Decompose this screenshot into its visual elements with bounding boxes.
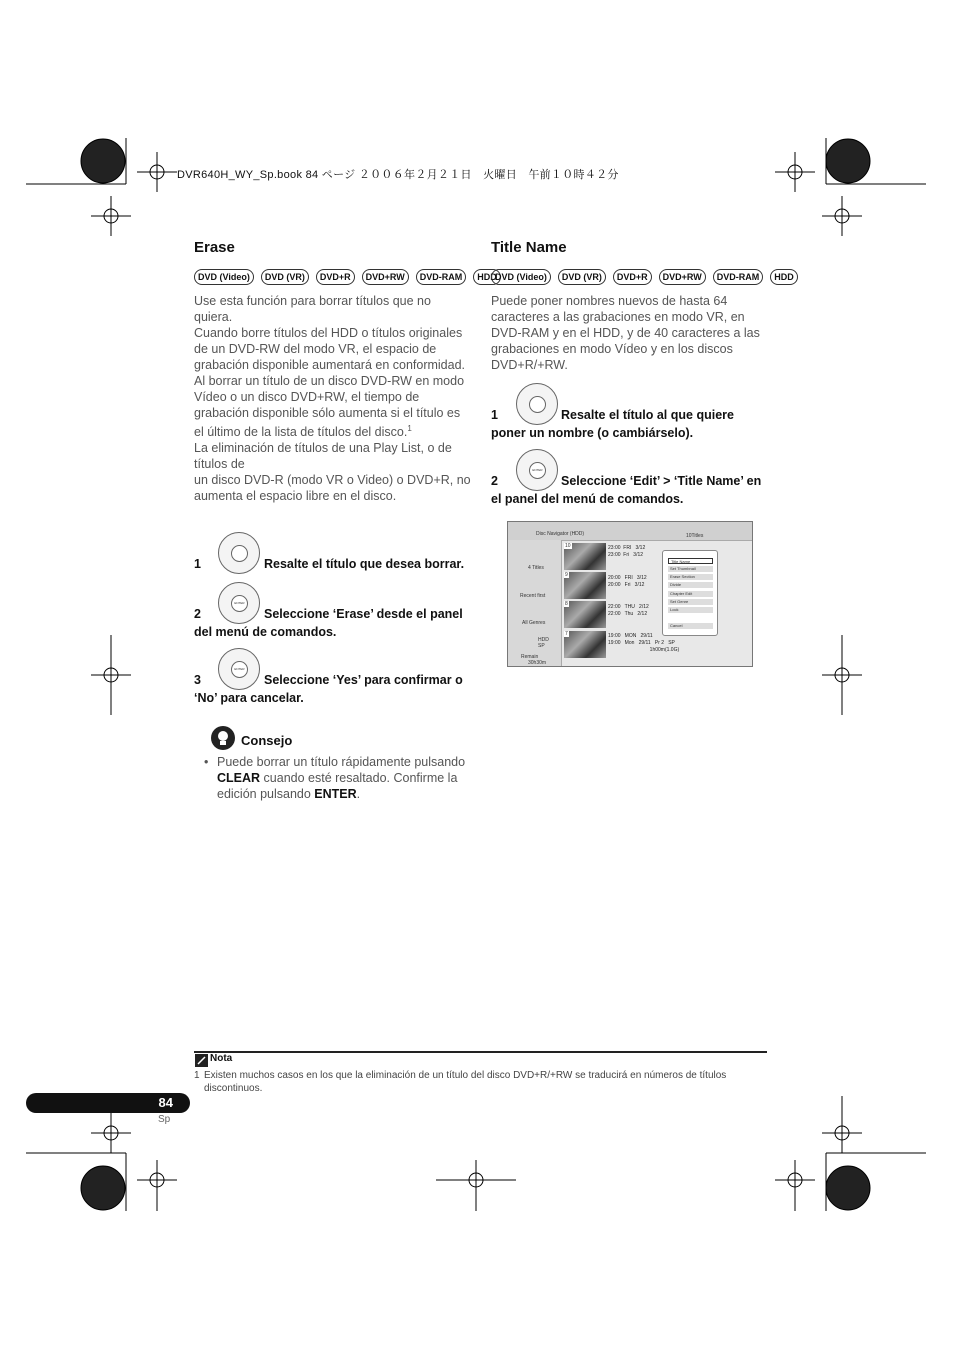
- menu-item-title-name[interactable]: Title Name: [668, 558, 713, 564]
- badge-dvd-plus-rw: DVD+RW: [659, 269, 706, 285]
- footnote-text: Existen muchos casos en los que la eliminación de un título del disco DVD+R/+RW se traducirá en números de títulos discontinuos.: [204, 1070, 727, 1094]
- title-row: 22:00 THU 2/12 22:00 Thu 2/12: [608, 604, 649, 617]
- step-text: Seleccione ‘Yes’ para confirmar o ‘No’ para cancelar.: [194, 673, 463, 705]
- navigator-side-panel: [508, 540, 562, 666]
- language-code: Sp: [158, 1114, 171, 1125]
- erase-paragraph: [194, 325, 472, 440]
- screen-header: [508, 522, 752, 541]
- erase-step-1: [194, 555, 474, 573]
- menu-item[interactable]: Set Thumbnail: [668, 566, 713, 572]
- note-label: Nota: [210, 1053, 233, 1064]
- tip-text-part: .: [356, 787, 361, 801]
- menu-item[interactable]: Chapter Edit: [668, 591, 713, 597]
- tip-title: Consejo: [241, 733, 293, 748]
- step-number: 1: [491, 408, 498, 422]
- menu-item[interactable]: Divide: [668, 582, 713, 588]
- tip-text-part: Puede borrar un título rápidamente pulsando: [217, 755, 466, 769]
- enter-button-icon: ENTER: [231, 661, 248, 678]
- clear-key-label: CLEAR: [217, 771, 261, 785]
- badge-dvd-vr: DVD (VR): [261, 269, 309, 285]
- tip-text: [217, 754, 468, 802]
- menu-item[interactable]: Erase Section: [668, 574, 713, 580]
- erase-paragraph: La eliminación de títulos de una Play List, o de títulos de: [194, 441, 452, 472]
- tip-text-part: cuando esté resaltado. Confirme la edición pulsando: [217, 771, 458, 801]
- badge-dvd-ram: DVD-RAM: [713, 269, 764, 285]
- bullet: •: [204, 755, 209, 769]
- badge-dvd-vr: DVD (VR): [558, 269, 606, 285]
- print-header: DVR640H_WY_Sp.book 84 ページ ２００６年２月２１日 火曜日 午前１０時４２分: [177, 169, 619, 181]
- title-row: 23:00 FRI 3/12 23:00 Fri 3/12: [608, 545, 646, 558]
- footnote-divider: [194, 1051, 767, 1053]
- title-row: 20:00 FRI 3/12 20:00 Fri 3/12: [608, 575, 647, 588]
- title-number: 10: [565, 543, 571, 549]
- badge-dvd-plus-r: DVD+R: [316, 269, 355, 285]
- hdd-label: HDD: [538, 637, 549, 643]
- badge-dvd-video: DVD (Video): [491, 269, 551, 285]
- title-thumbnail: [564, 631, 606, 658]
- menu-item[interactable]: Set Genre: [668, 599, 713, 605]
- footnote-number: 1: [194, 1070, 200, 1081]
- note-pencil-icon: [195, 1054, 208, 1067]
- step-text: Resalte el título al que quiere poner un nombre (o cambiárselo).: [491, 408, 734, 440]
- mode-label: SP: [538, 643, 545, 649]
- badge-hdd: HDD: [770, 269, 798, 285]
- page-number: 84: [158, 1095, 173, 1110]
- screen-header-label: Disc Navigator (HDD): [536, 531, 585, 537]
- badge-dvd-plus-rw: DVD+RW: [362, 269, 409, 285]
- step-number: 2: [491, 474, 498, 488]
- command-menu: [662, 550, 718, 636]
- title-name-title: Title Name: [491, 239, 567, 256]
- badge-hdd: HDD: [473, 269, 501, 285]
- lightbulb-icon: [210, 725, 236, 751]
- menu-item[interactable]: Cancel: [668, 623, 713, 629]
- badge-dvd-video: DVD (Video): [194, 269, 254, 285]
- side-item: All Genres: [522, 620, 546, 626]
- erase-step-3: [194, 671, 474, 707]
- side-item: Recent first: [520, 593, 546, 599]
- enter-button-icon: ENTER: [231, 595, 248, 612]
- step-number: 1: [194, 557, 201, 571]
- title-thumbnail: [564, 601, 606, 628]
- erase-paragraph: Use esta función para borrar títulos que no quiera.: [194, 294, 431, 324]
- badge-dvd-ram: DVD-RAM: [416, 269, 467, 285]
- disc-navigator-screen: [507, 521, 753, 667]
- badge-dvd-plus-r: DVD+R: [613, 269, 652, 285]
- title-count: 10Titles: [686, 533, 704, 539]
- erase-step-2: [194, 605, 474, 641]
- page-number-tab: [26, 1093, 190, 1113]
- footnote: [194, 1069, 764, 1095]
- title-number: 9: [565, 572, 568, 578]
- footnote-reference: 1: [407, 424, 412, 433]
- title-number: 8: [565, 601, 568, 607]
- enter-button-icon: ENTER: [529, 462, 546, 479]
- title-row: 19:00 MON 29/11 19:00 Mon 29/11 Pr 2 SP 1h00m(1.0G): [608, 633, 680, 653]
- title-name-description: Puede poner nombres nuevos de hasta 64 caracteres a las grabaciones en modo VR, en DVD-RAM y en el HDD, y de 40 caracteres a las grabaciones en modo Vídeo y en los discos DVD+R/+RW.: [491, 294, 760, 372]
- remain-value: 30h30m: [528, 660, 547, 666]
- remain-label: Remain: [521, 654, 539, 660]
- title-name-disc-badges: [491, 269, 798, 285]
- step-number: 3: [194, 673, 201, 687]
- erase-paragraph: un disco DVD-R (modo VR o Video) o DVD+R, no aumenta el espacio libre en el disco.: [194, 473, 471, 504]
- step-text: Seleccione ‘Erase’ desde el panel del menú de comandos.: [194, 607, 463, 639]
- side-item: 4 Titles: [528, 565, 544, 571]
- erase-description: [194, 293, 472, 504]
- title-name-step-2: [491, 472, 767, 508]
- erase-title: Erase: [194, 239, 235, 256]
- enter-key-label: ENTER: [314, 787, 357, 801]
- title-number: 7: [565, 631, 568, 637]
- tip-body: [204, 754, 468, 802]
- title-name-step-1: [491, 406, 767, 442]
- step-number: 2: [194, 607, 201, 621]
- step-text: Seleccione ‘Edit’ > ‘Title Name’ en el panel del menú de comandos.: [491, 474, 762, 506]
- erase-paragraph-text: Cuando borre títulos del HDD o títulos originales de un DVD-RW del modo VR, el espacio de grabación disponible aumentará en conformidad. Al borrar un título de un disco DVD-RW en modo Vídeo o un disco DVD+RW, el tiempo de grabación disponible sólo aumenta si el título es el último de la lista de títulos del disco.: [194, 326, 466, 440]
- title-thumbnail: [564, 572, 606, 599]
- menu-item[interactable]: Lock: [668, 607, 713, 613]
- step-text: Resalte el título que desea borrar.: [264, 557, 465, 571]
- erase-disc-badges: [194, 269, 501, 285]
